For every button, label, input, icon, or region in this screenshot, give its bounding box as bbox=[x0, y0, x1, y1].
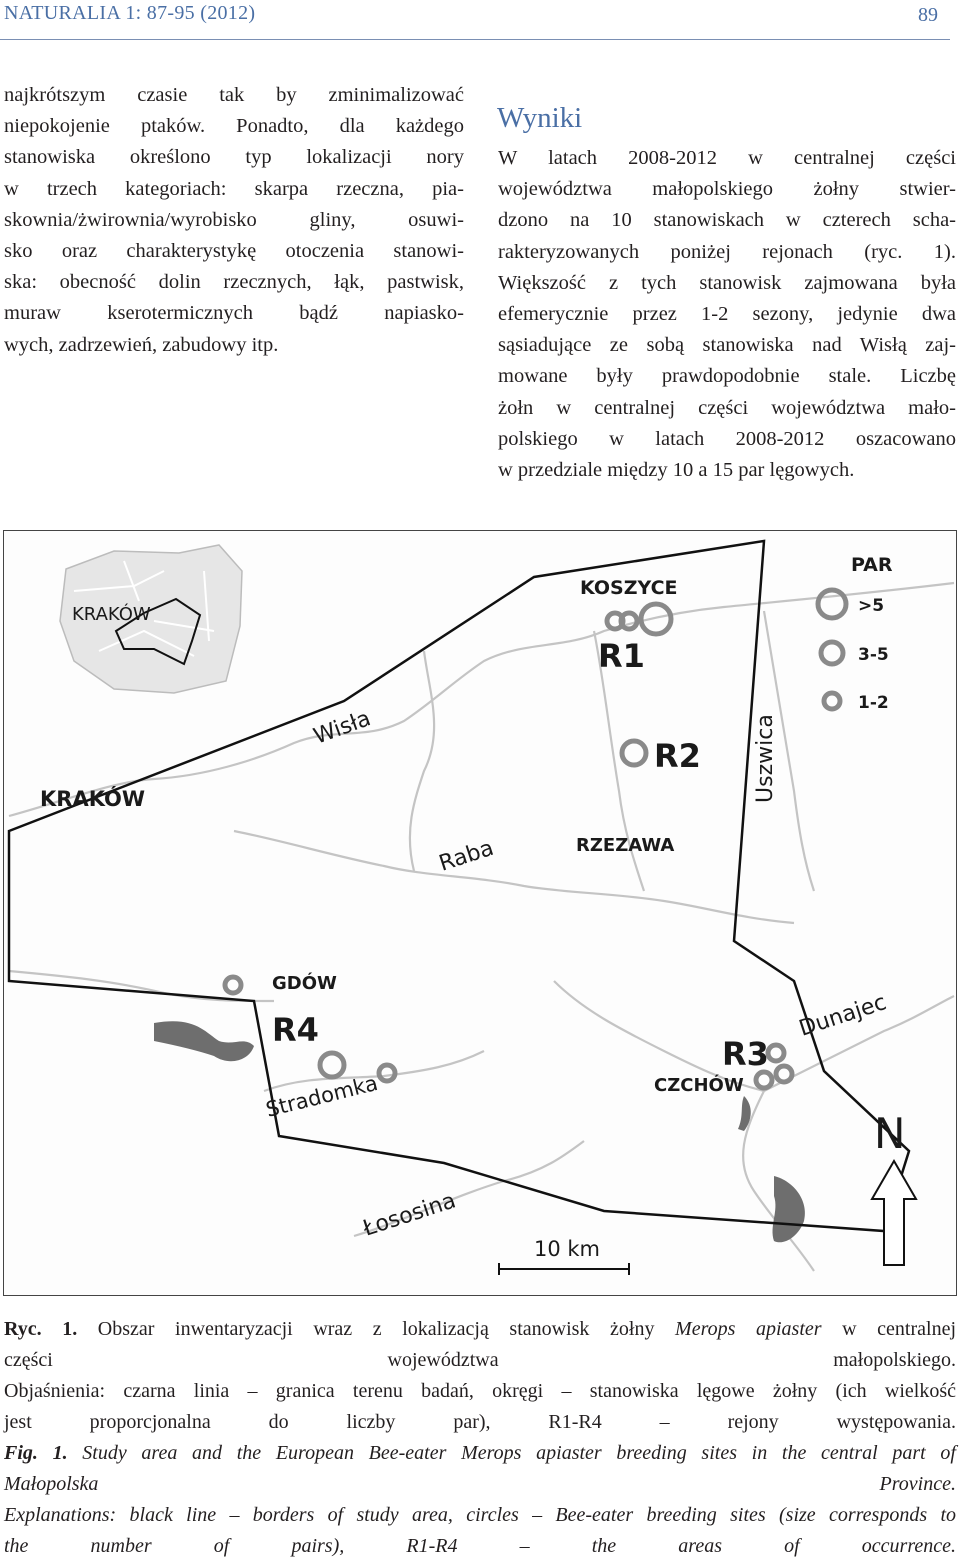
site-marker-small bbox=[225, 977, 241, 993]
north-label: N bbox=[874, 1109, 906, 1158]
text-line: W latach 2008-2012 w centralnej części bbox=[498, 147, 956, 169]
legend bbox=[818, 554, 893, 713]
river-wisla-label: Wisła bbox=[310, 706, 375, 750]
north-arrow bbox=[872, 1109, 916, 1265]
figure-caption bbox=[4, 1314, 956, 1562]
scale-line bbox=[499, 1263, 629, 1275]
site-marker-small bbox=[756, 1072, 772, 1088]
text-line: żołn w centralnej części województwa mało- bbox=[498, 396, 956, 419]
legend-title: PAR bbox=[851, 554, 893, 576]
tributary-path bbox=[410, 651, 434, 871]
river-raba-path bbox=[234, 831, 794, 923]
caption-pl-line bbox=[4, 1314, 956, 1345]
text-line: dzono na 10 stanowiskach w czterech scha- bbox=[498, 209, 956, 232]
place-gdow: GDÓW bbox=[272, 973, 337, 994]
city-krakow: KRAKÓW bbox=[40, 787, 146, 811]
text-line: Większość z tych stanowisk zajmowana była bbox=[498, 271, 956, 294]
river-raba-label: Raba bbox=[436, 835, 497, 877]
right-column-text bbox=[498, 143, 956, 486]
caption-en-text: Study area and the European Bee-eater Merops apiaster breeding sites in the central part of bbox=[67, 1442, 956, 1464]
header-rule bbox=[0, 39, 950, 40]
place-rzezawa: RZEZAWA bbox=[576, 835, 675, 856]
text-line: muraw kserotermicznych bądź napiasko- bbox=[4, 302, 464, 325]
caption-en-expl: the number of pairs), R1-R4 – the areas of occurrence. bbox=[4, 1535, 956, 1557]
study-area-map bbox=[3, 530, 957, 1296]
map-svg bbox=[4, 531, 956, 1295]
caption-pl-expl: jest proporcjonalna do liczby par), R1-R4 – rejony występowania. bbox=[4, 1411, 956, 1433]
site-marker-small bbox=[621, 613, 637, 629]
inset-map bbox=[60, 545, 242, 693]
legend-small-circle bbox=[824, 693, 840, 709]
place-czchow: CZCHÓW bbox=[654, 1075, 744, 1096]
text-line: rakteryzowanych poniżej rejonach (ryc. 1). bbox=[498, 240, 956, 263]
caption-en-expl: Explanations: black line – borders of study area, circles – Bee-eater breeding sites (size corresponds to bbox=[4, 1504, 956, 1526]
river-dunajec-label: Dunajec bbox=[796, 990, 890, 1042]
legend-medium-label: 3-5 bbox=[858, 645, 889, 665]
text-line: skownia/żwirownia/wyrobisko gliny, osuwi- bbox=[4, 208, 464, 231]
journal-citation: NATURALIA 1: 87-95 (2012) bbox=[4, 2, 256, 24]
page-header bbox=[0, 0, 960, 40]
caption-en-line: Małopolska Province. bbox=[4, 1473, 956, 1495]
river-uszwica-label: Uszwica bbox=[753, 714, 778, 803]
scale-label: 10 km bbox=[534, 1237, 601, 1261]
text-line: niepokojenie ptaków. Ponadto, dla każdego bbox=[4, 115, 464, 138]
scale-bar bbox=[499, 1237, 629, 1275]
legend-small-label: 1-2 bbox=[858, 693, 889, 713]
caption-pl-text-end: w centralnej bbox=[821, 1318, 956, 1340]
legend-large-circle bbox=[818, 590, 846, 618]
caption-pl-species: Merops apiaster bbox=[675, 1318, 822, 1340]
region-r1: R1 bbox=[598, 637, 645, 675]
text-line: w przedziale między 10 a 15 par lęgowych. bbox=[498, 459, 855, 482]
text-line: sąsiadujące ze sobą stanowiska nad Wisłą zaj- bbox=[498, 334, 956, 357]
site-marker-small bbox=[768, 1045, 784, 1061]
text-line: stanowiska określono typ lokalizacji nory bbox=[4, 146, 464, 169]
caption-pl-text: Obszar inwentaryzacji wraz z lokalizacją stanowisk żołny bbox=[77, 1318, 676, 1340]
dobczyce-reservoir bbox=[154, 1021, 254, 1061]
site-marker-medium bbox=[622, 741, 646, 765]
river-lososina-label: Łososina bbox=[360, 1188, 459, 1242]
caption-pl-label: Ryc. 1. bbox=[4, 1318, 78, 1340]
text-line: efemerycznie przez 1-2 sezony, jedynie dwa bbox=[498, 303, 956, 326]
text-line: wych, zadrzewień, zabudowy itp. bbox=[4, 333, 279, 356]
place-koszyce: KOSZYCE bbox=[580, 577, 678, 599]
site-marker-medium bbox=[320, 1053, 344, 1077]
left-column-text bbox=[4, 80, 464, 361]
text-line: ska: obecność dolin rzecznych, łąk, pastwisk, bbox=[4, 271, 464, 294]
text-line: najkrótszym czasie tak by zminimalizować bbox=[4, 84, 464, 106]
text-line: polskiego w latach 2008-2012 oszacowano bbox=[498, 427, 956, 450]
region-r2: R2 bbox=[654, 737, 701, 775]
inset-krakow-label: KRAKÓW bbox=[72, 604, 151, 625]
site-marker-small bbox=[776, 1066, 792, 1082]
text-line: w trzech kategoriach: skarpa rzeczna, pia- bbox=[4, 177, 464, 200]
region-r4: R4 bbox=[272, 1011, 319, 1049]
river-stradomka-label: Stradomka bbox=[263, 1070, 381, 1122]
north-arrow-icon bbox=[872, 1161, 916, 1265]
region-r3: R3 bbox=[722, 1035, 769, 1073]
text-line: sko oraz charakterystykę otoczenia stanowi- bbox=[4, 240, 464, 263]
caption-pl-expl: Objaśnienia: czarna linia – granica terenu badań, okręgi – stanowiska lęgowe żołny (ich wielkość bbox=[4, 1380, 956, 1402]
roznow-reservoir bbox=[773, 1176, 805, 1242]
page-number: 89 bbox=[918, 4, 938, 26]
caption-en-line bbox=[4, 1438, 956, 1469]
legend-medium-circle bbox=[821, 642, 843, 664]
site-marker-small bbox=[379, 1065, 395, 1081]
caption-pl-line: części województwa małopolskiego. bbox=[4, 1349, 956, 1371]
caption-en-label: Fig. 1. bbox=[4, 1442, 68, 1464]
legend-large-label: >5 bbox=[858, 596, 885, 616]
text-line: województwa małopolskiego żołny stwier- bbox=[498, 178, 956, 201]
section-heading: Wyniki bbox=[497, 102, 583, 135]
text-line: mowane były prawdopodobnie stale. Liczbę bbox=[498, 365, 956, 388]
